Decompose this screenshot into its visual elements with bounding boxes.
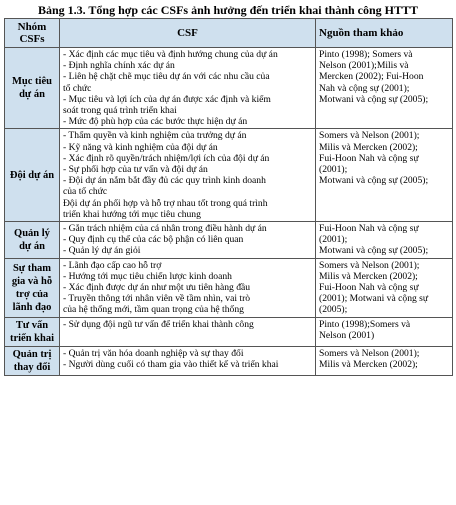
csf-line: soát trong quá trình triển khai [63, 105, 177, 117]
csf-line: - Quy định cụ thể của các bộ phận có liên quan [63, 234, 244, 246]
reference-cell [316, 48, 453, 129]
table-row [5, 346, 453, 375]
csf-line: - Định nghĩa chính xác dự án [63, 60, 175, 72]
group-name-cell: Quản lý dự án [5, 222, 60, 259]
group-name-cell: Sự tham gia và hỗ trợ của lãnh đạo [5, 258, 60, 317]
csf-line: - Quản lý dự án giỏi [63, 245, 141, 257]
csf-line: triển khai hướng tới mục tiêu chung [63, 208, 201, 220]
reference-cell [316, 258, 453, 317]
csf-line: - Gắn trách nhiệm của cá nhân trong điều hành dự án [63, 223, 267, 235]
reference-line: Milis và Mercken (2002); [319, 270, 418, 282]
reference-line: Nelson (2001) [319, 329, 375, 341]
csf-line: - Sử dụng đội ngũ tư vấn để triển khai thành công [63, 318, 254, 330]
csf-line: - Mức độ phù hợp của các bước thực hiện dự án [63, 116, 248, 128]
csf-cell [60, 317, 316, 346]
reference-line: (2001); [319, 234, 348, 246]
reference-line: Pinto (1998);Somers và [319, 318, 411, 330]
csf-line: - Liên hệ chặt chẽ mục tiêu dự án với các nhu cầu của [63, 71, 270, 83]
reference-line: Milis và Mercken (2002); [319, 141, 418, 153]
reference-line: Nelson (2001);Milis và [319, 60, 409, 72]
csf-line: - Đội dự án nắm bắt đầy đủ các quy trình kinh doanh [63, 175, 266, 187]
csf-line: của hệ thống mới, tầm quan trọng của hệ thống [63, 304, 244, 316]
table-row [5, 222, 453, 259]
group-name-cell: Quản trị thay đổi [5, 346, 60, 375]
table-row [5, 317, 453, 346]
reference-line: Motwani và cộng sự (2005); [319, 245, 429, 257]
csf-line: - Lãnh đạo cấp cao hỗ trợ [63, 259, 162, 271]
csf-line: - Quản trị văn hóa doanh nghiệp và sự thay đổi [63, 347, 244, 359]
table-title: Bảng 1.3. Tổng hợp các CSFs ảnh hưởng đến triển khai thành công HTTT [37, 3, 419, 17]
reference-line: (2005); [319, 304, 348, 316]
group-name-cell: Mục tiêu dự án [5, 48, 60, 129]
csf-line: - Xác định các mục tiêu và định hướng chung của dự án [63, 49, 278, 60]
csf-line: - Xác định rõ quyền/trách nhiệm/lợi ích của đội dự án [63, 152, 270, 164]
reference-line: (2001); [319, 164, 348, 176]
csf-line: - Mục tiêu và lợi ích của dự án được xác định và kiểm [63, 93, 271, 105]
reference-line: Milis và Mercken (2002); [319, 358, 418, 370]
reference-line: Pinto (1998); Somers và [319, 49, 413, 60]
group-name-cell: Đội dự án [5, 129, 60, 222]
csf-cell [60, 129, 316, 222]
reference-line: Nah và cộng sự (2001); [319, 82, 410, 94]
table-row [5, 258, 453, 317]
csf-line: - Kỹ năng và kinh nghiệm của đội dự án [63, 141, 218, 153]
reference-cell [316, 346, 453, 375]
reference-line: Fui-Hoon Nah và cộng sự [319, 223, 419, 235]
reference-cell [316, 317, 453, 346]
csf-table [4, 18, 453, 376]
csf-line: - Sự phối hợp của tư vấn và đội dự án [63, 164, 208, 176]
csf-line: - Người dùng cuối có tham gia vào thiết kế và triển khai [63, 358, 279, 370]
csf-cell [60, 222, 316, 259]
reference-cell [316, 222, 453, 259]
csf-cell [60, 48, 316, 129]
csf-cell [60, 346, 316, 375]
csf-line: - Thẩm quyền và kinh nghiệm của trưởng dự án [63, 130, 247, 142]
group-name-cell: Tư vấn triển khai [5, 317, 60, 346]
csf-line: Đội dự án phối hợp và hỗ trợ nhau tốt trong quá trình [63, 197, 268, 209]
reference-line: Somers và Nelson (2001); [319, 347, 420, 359]
reference-line: Mercken (2002); Fui-Hoon [319, 71, 424, 83]
csf-line: - Truyền thông tới nhân viên về tầm nhìn, vai trò [63, 293, 251, 305]
reference-line: Motwani và cộng sự (2005); [319, 175, 429, 187]
reference-line: Fui-Hoon Nah và cộng sự [319, 152, 419, 164]
header-reference: Nguồn tham khảo [316, 19, 453, 48]
reference-line: Motwani và cộng sự (2005); [319, 93, 429, 105]
reference-cell [316, 129, 453, 222]
reference-line: (2001); Motwani và cộng sự [319, 293, 429, 305]
csf-line: - Xác định được dự án như một ưu tiên hàng đầu [63, 282, 251, 294]
table-row [5, 48, 453, 129]
table-row [5, 129, 453, 222]
csf-cell [60, 258, 316, 317]
header-row [5, 19, 453, 48]
reference-line: Somers và Nelson (2001); [319, 259, 420, 271]
reference-line: Somers và Nelson (2001); [319, 130, 420, 142]
header-group: Nhóm CSFs [5, 19, 60, 48]
header-csf: CSF [60, 19, 316, 48]
csf-line: - Hướng tới mục tiêu chiến lược kinh doanh [63, 270, 232, 282]
reference-line: Fui-Hoon Nah và cộng sự [319, 282, 419, 294]
csf-line: của tổ chức [63, 186, 108, 198]
csf-line: tổ chức [63, 82, 92, 94]
